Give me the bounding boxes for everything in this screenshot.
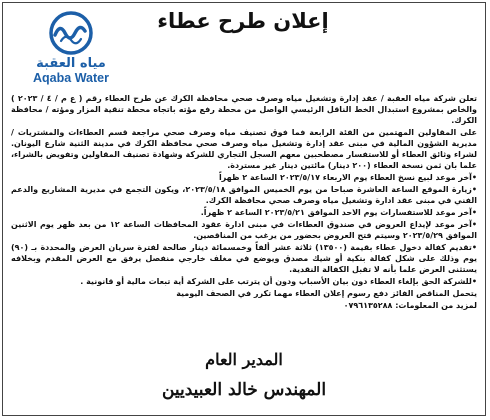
advertisement-frame [2, 2, 486, 416]
bullet-cancellation-right: • للشركة الحق بإلغاء العطاء دون بيان الأسباب ودون أن يترتب على الشركة أية تبعات مالية أو قانونية . [11, 276, 477, 287]
header [3, 3, 485, 95]
wave-icon [45, 11, 97, 55]
bullet-submission-deadline: • آخر موعد لإيداع العروض في صندوق العطاءات في مبنى ادارة عقود المحافظات الساعة ١٢ من بعد ظهر يوم الاثنين الموافق ٢٠٢٣/٥/٢٩ وسيتم فتح العروض بحضور من يرغب من المناقصين. [11, 219, 477, 241]
bullet-inquiries-deadline: • آخر موعد للاستفسارات يوم الاحد الموافق ٢٠٢٣/٥/٢١ الساعة ٢ ظهراً. [11, 207, 477, 218]
contractors-paragraph: على المقاولين المهتمين من الفئة الرابعة فما فوق تصنيف مياه وصرف صحي مراجعة قسم العطاءات والمشتريات / مديرية الشؤون المالية في مبنى عقد إدارة وتشغيل مياه وصرف صحي محافظة الكرك في مدينة الثنية شارع اليونان. لشراء وثائق العطاء أو للاستفسار مصطحبين معهم السجل التجاري للشركة وشهادة تصنيف المقاولين وتفويض بالشراء، علما بان ثمن نسخة العطاء (٢٠٠ دينار) مائتين دينار غير مستردة. [11, 128, 477, 170]
page-title: إعلان طرح عطاء [157, 9, 329, 33]
signatory-name: المهندس خالد العبيديين [161, 380, 327, 400]
bullet-bid-bond: • تقديم كفالة دخول عطاء بقيمة (١٣٥٠٠) ثلاثة عشر ألفاً وخمسمائة دينار صالحة لفترة سريان العرض والمحددة بـ (٩٠) يوم وذلك على شكل كفالة بنكية أو شيك مصدق ويوضع في مغلف خارجي منفصل يرفق مع العرض المقدم وبخلافه يستثنى العرض علما بأنه لا تقبل الكفالة النقدية. [11, 242, 477, 275]
bullet-sale-deadline: • آخر موعد لبيع نسخ العطاء يوم الاربعاء ٢٠٢٣/٥/١٧ الساعة ٢ ظهراً [11, 172, 477, 183]
bullet-site-visit: • زيارة الموقع الساعة العاشرة صباحا من يوم الخميس الموافق ٢٠٢٣/٥/١٨، ويكون التجمع في مديرية المشاريع والدعم الفني في مبنى عقد ادارة وتشغيل مياه وصرف صحي محافظة الكرك. [11, 184, 477, 206]
logo-name-arabic: مياه العقبة [36, 56, 106, 71]
announcement-body [11, 93, 477, 312]
logo-name-english: Aqaba Water [33, 71, 109, 85]
intro-paragraph: تعلن شركة مياه العقبة / عقد إدارة وتشغيل مياه وصرف صحي محافظة الكرك عن طرح العطاء رقم ( ع م / ٤ / ٢٠٢٣ ) والخاص بمشروع استبدال الخط الناقل الرئيسي الواصل من محطة رفع مؤته باتجاه محطة تنقية المزار ومؤته / محافظة الكرك. [11, 94, 478, 125]
contact-info: لمزيد من المعلومات: ٠٧٩٦١٣٥٢٨٨ [343, 301, 477, 310]
signature-block [3, 349, 485, 403]
ad-fees-note: يتحمل المناقص الفائز دفع رسوم إعلان العطاء مهما تكرر في الصحف اليومية [176, 289, 477, 298]
signatory-role: المدير العام [205, 350, 283, 369]
aqaba-water-logo [11, 11, 131, 91]
